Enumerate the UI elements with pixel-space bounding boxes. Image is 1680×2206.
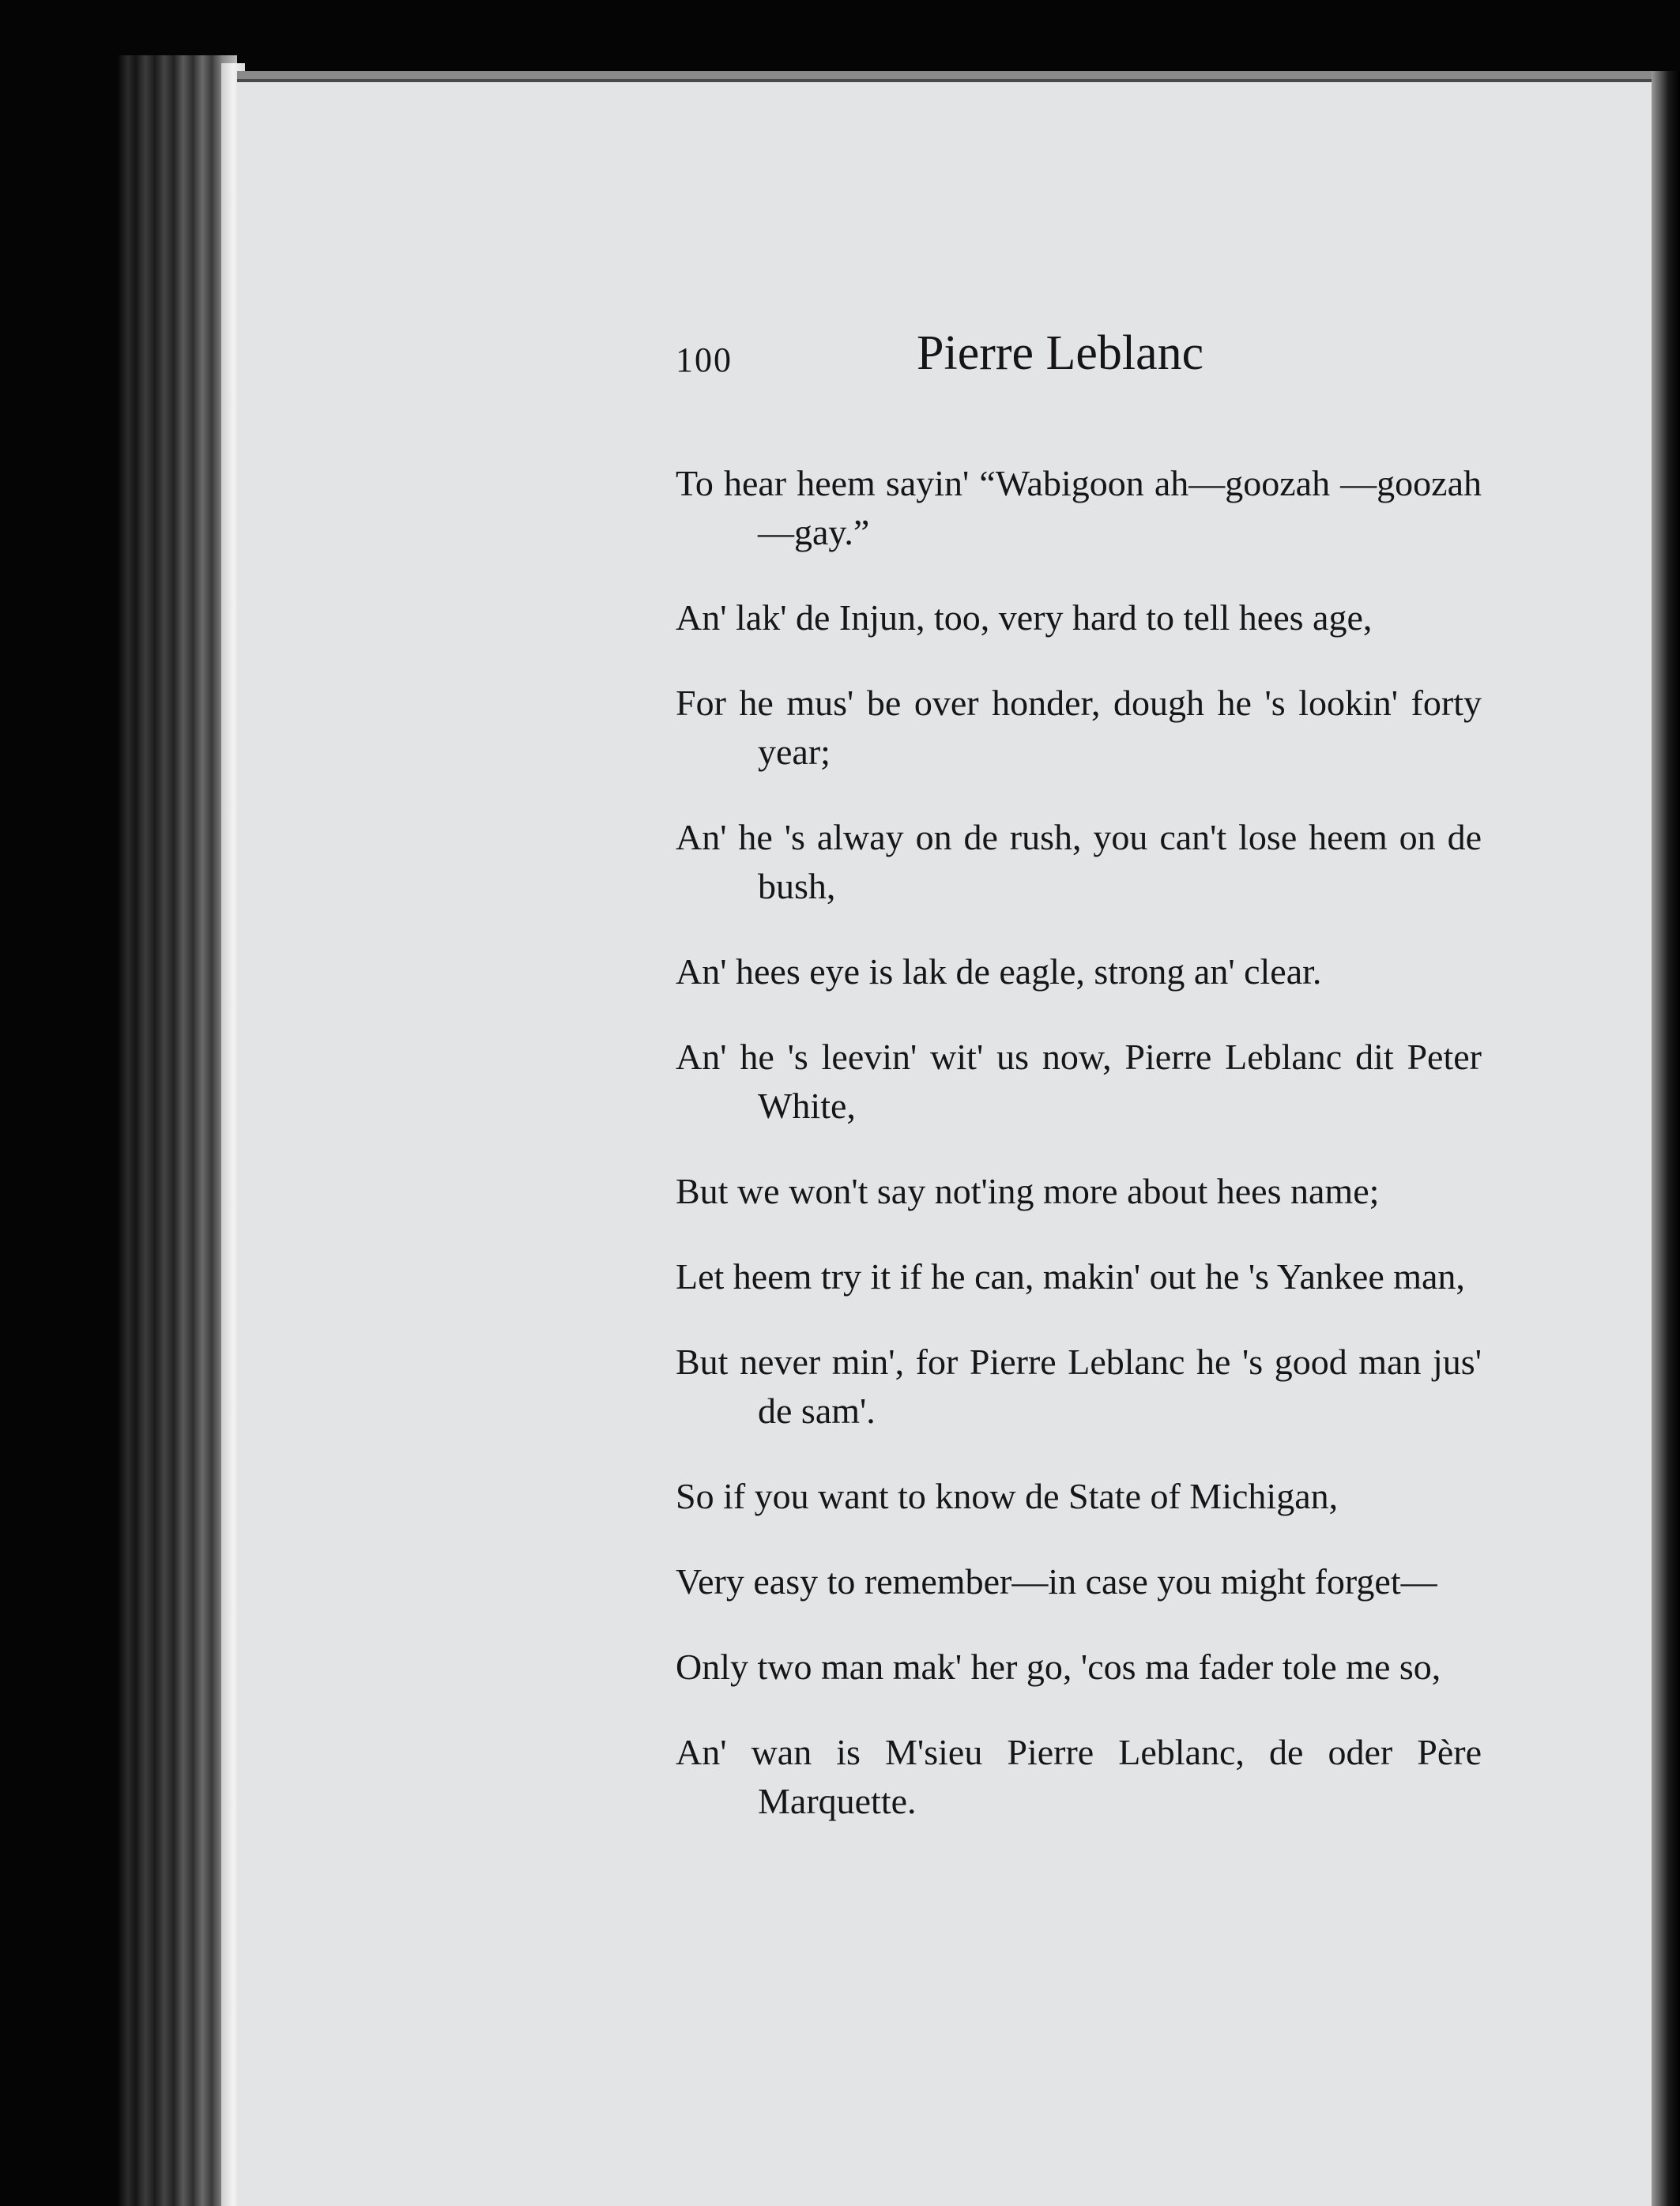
- page-number: 100: [676, 341, 733, 379]
- poem-line: An' lak' de Injun, too, very hard to tell hees age,: [676, 597, 1373, 638]
- poem-line: An' he 's leevin' wit' us now, Pierre Leblanc dit Peter White,: [676, 1037, 1482, 1126]
- page-top-edge: [237, 71, 1652, 79]
- running-title: Pierre Leblanc: [917, 326, 1204, 380]
- stanza-2: [676, 1033, 1482, 1826]
- stanza-1: [676, 459, 1482, 996]
- poem-line: An' he 's alway on de rush, you can't lose heem on de bush,: [676, 817, 1482, 906]
- poem-line: Very easy to remember—in case you might forget—: [676, 1561, 1437, 1602]
- poem-line: So if you want to know de State of Michigan,: [676, 1476, 1339, 1516]
- poem-line: An' wan is M'sieu Pierre Leblanc, de oder Père Marquette.: [676, 1732, 1482, 1821]
- poem-line: To hear heem sayin' “Wabigoon ah—goozah —goozah—gay.”: [676, 463, 1482, 552]
- poem-line: Only two man mak' her go, 'cos ma fader tole me so,: [676, 1647, 1441, 1687]
- poem-line: Let heem try it if he can, makin' out he 's Yankee man,: [676, 1256, 1465, 1297]
- poem-body: [676, 423, 1482, 1826]
- poem-line: For he mus' be over honder, dough he 's lookin' forty year;: [676, 683, 1482, 772]
- page-header: [676, 326, 1545, 389]
- poem-line: An' hees eye is lak de eagle, strong an' clear.: [676, 951, 1322, 992]
- poem-line: But never min', for Pierre Leblanc he 's good man jus' de sam'.: [676, 1342, 1482, 1431]
- poem-line: But we won't say not'ing more about hees name;: [676, 1171, 1380, 1211]
- page-right-edge: [1652, 71, 1680, 2206]
- book-spine: [119, 55, 237, 2206]
